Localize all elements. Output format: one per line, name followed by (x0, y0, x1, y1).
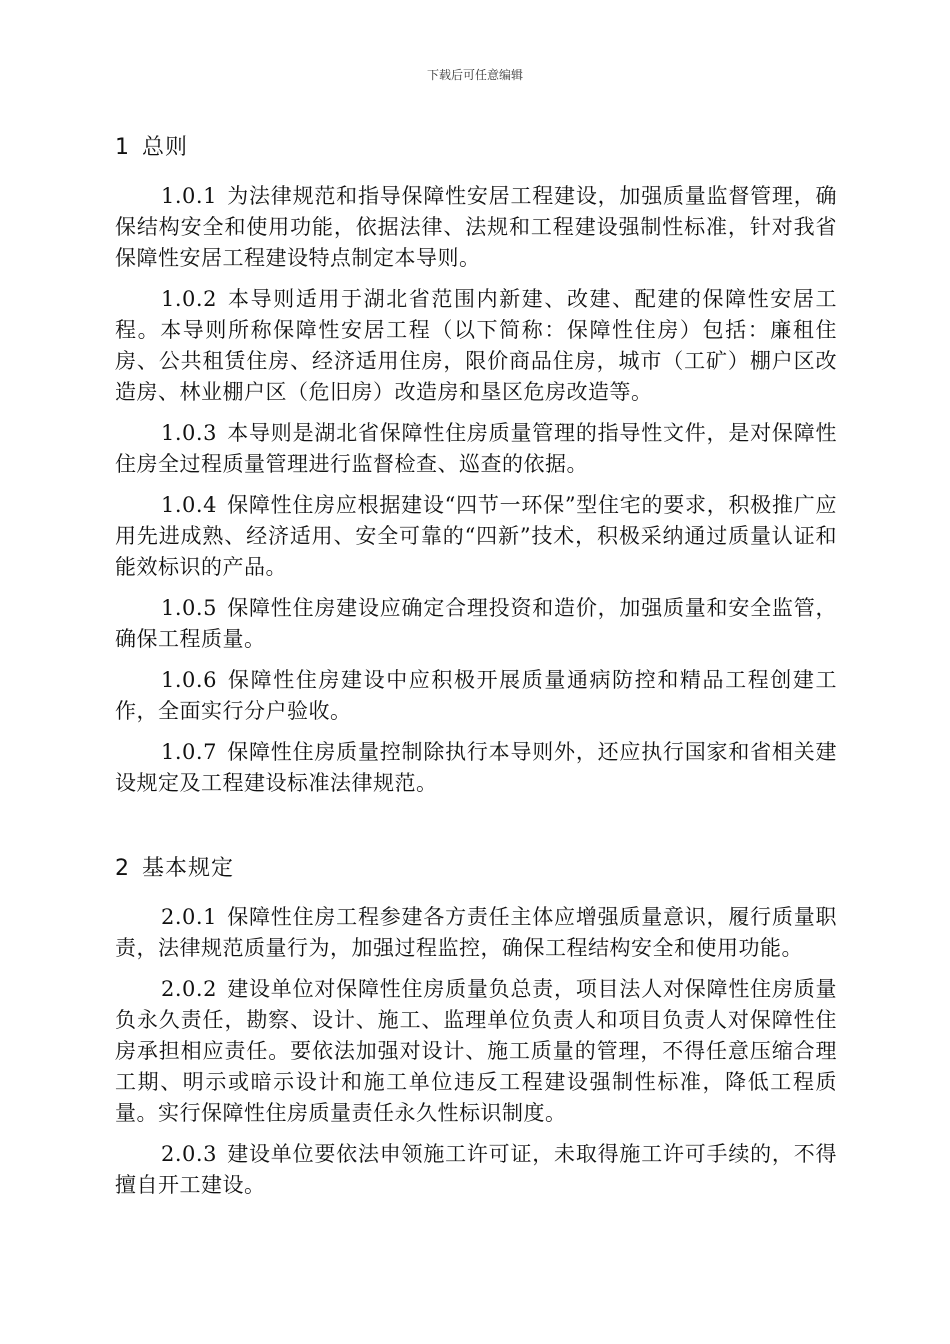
clause-paragraph (115, 902, 837, 964)
section-heading (115, 851, 837, 882)
clause-text: 本导则是湖北省保障性住房质量管理的指导性文件，是对保障性住房全过程质量管理进行监督检查、巡查的依据。 (115, 421, 837, 476)
clause-number: 1.0.6 (161, 668, 217, 692)
clause-number: 2.0.3 (161, 1142, 217, 1166)
clause-paragraph (115, 665, 837, 727)
clause-text: 保障性住房建设应确定合理投资和造价，加强质量和安全监管，确保工程质量。 (115, 596, 837, 651)
clause-paragraph (115, 284, 837, 408)
section-number: 2 (115, 856, 130, 881)
clause-paragraph (115, 737, 837, 799)
section-title: 基本规定 (142, 856, 235, 881)
clause-text: 建设单位对保障性住房质量负总责，项目法人对保障性住房质量负永久责任，勘察、设计、施工、监理单位负责人和项目负责人对保障性住房承担相应责任。要依法加强对设计、施工质量的管理，不得任意压缩合理工期、明示或暗示设计和施工单位违反工程建设强制性标准，降低工程质量。实行保障性住房质量责任永久性标识制度。 (115, 977, 837, 1125)
document-body (115, 130, 837, 1211)
clause-number: 2.0.1 (161, 905, 217, 929)
section-heading (115, 130, 837, 161)
clause-paragraph (115, 974, 837, 1129)
clause-paragraph (115, 181, 837, 274)
header-watermark: 下载后可任意编辑 (426, 68, 523, 82)
clause-text: 本导则适用于湖北省范围内新建、改建、配建的保障性安居工程。本导则所称保障性安居工程（以下简称：保障性住房）包括：廉租住房、公共租赁住房、经济适用住房，限价商品住房，城市（工矿）棚户区改造房、林业棚户区（危旧房）改造房和垦区危房改造等。 (115, 287, 837, 404)
clause-text: 保障性住房应根据建设“四节一环保”型住宅的要求，积极推广应用先进成熟、经济适用、安全可靠的“四新”技术，积极采纳通过质量认证和能效标识的产品。 (115, 493, 837, 579)
section-basic-provisions (115, 851, 837, 1201)
clause-number: 1.0.7 (161, 740, 217, 764)
section-title: 总则 (142, 135, 189, 160)
clause-text: 保障性住房建设中应积极开展质量通病防控和精品工程创建工作，全面实行分户验收。 (115, 668, 837, 723)
clause-number: 1.0.3 (161, 421, 217, 445)
section-general (115, 130, 837, 799)
clause-paragraph (115, 593, 837, 655)
clause-text: 保障性住房工程参建各方责任主体应增强质量意识，履行质量职责，法律规范质量行为，加强过程监控，确保工程结构安全和使用功能。 (115, 905, 837, 960)
clause-number: 1.0.2 (161, 287, 217, 311)
clause-text: 建设单位要依法申领施工许可证，未取得施工许可手续的，不得擅自开工建设。 (115, 1142, 837, 1197)
clause-paragraph (115, 1139, 837, 1201)
clause-number: 1.0.5 (161, 596, 217, 620)
clause-text: 为法律规范和指导保障性安居工程建设，加强质量监督管理，确保结构安全和使用功能，依据法律、法规和工程建设强制性标准，针对我省保障性安居工程建设特点制定本导则。 (115, 184, 837, 270)
clause-text: 保障性住房质量控制除执行本导则外，还应执行国家和省相关建设规定及工程建设标准法律规范。 (115, 740, 837, 795)
clause-number: 1.0.4 (161, 493, 217, 517)
clause-paragraph (115, 490, 837, 583)
section-number: 1 (115, 135, 130, 160)
clause-paragraph (115, 418, 837, 480)
clause-number: 1.0.1 (161, 184, 217, 208)
clause-number: 2.0.2 (161, 977, 217, 1001)
